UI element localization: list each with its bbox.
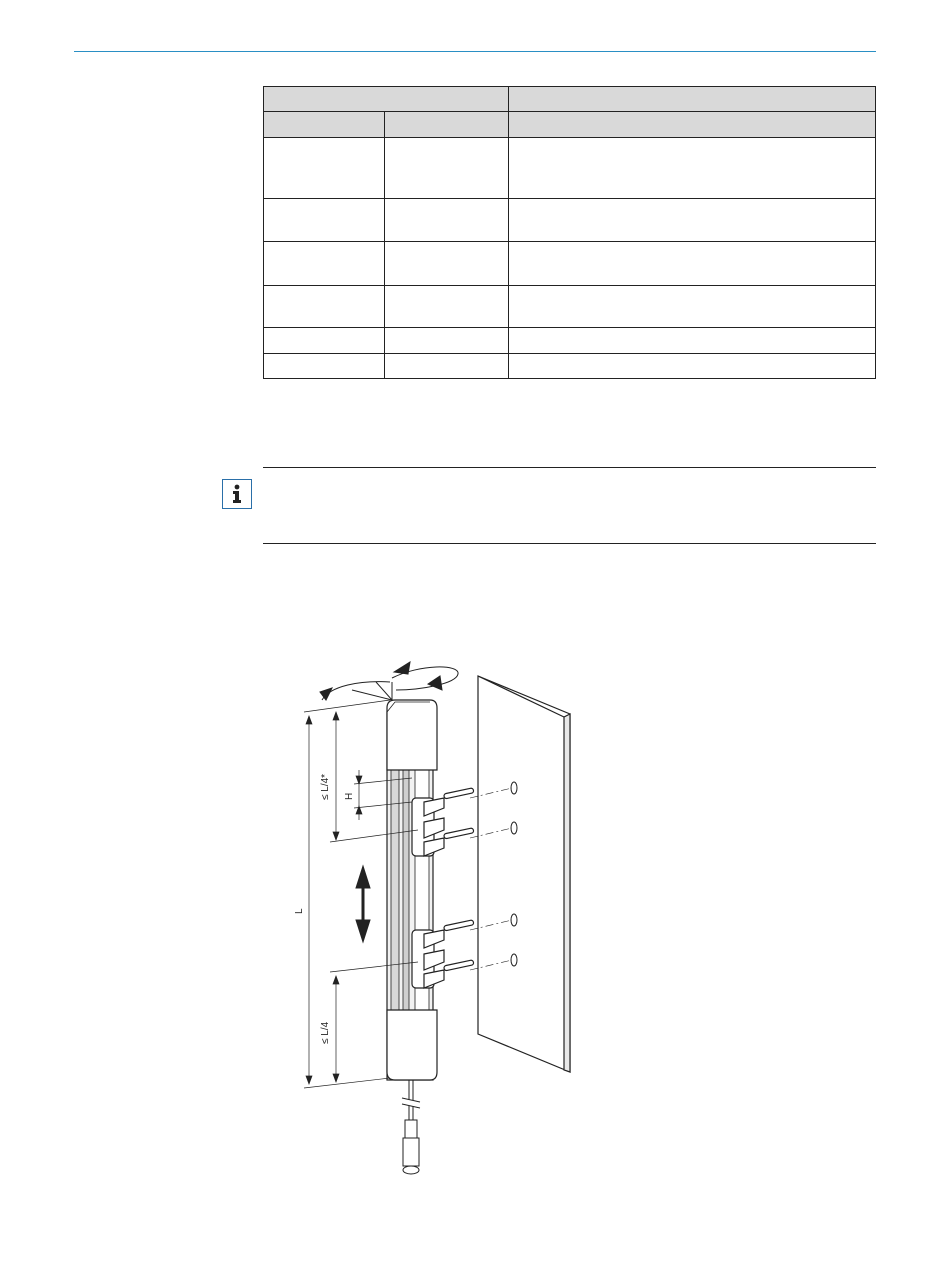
- mounting-bracket-bottom: [412, 920, 474, 988]
- dim-label-l: L: [294, 908, 305, 914]
- cable-connector: [402, 1080, 420, 1174]
- sensor-housing: [387, 700, 437, 1080]
- rotation-arrows: [320, 662, 458, 700]
- adjust-arrow: [356, 866, 370, 942]
- dim-label-bottom-quarter: ≤ L/4: [320, 1021, 331, 1044]
- mounting-bracket-top: [412, 788, 474, 856]
- dim-label-h: H: [344, 792, 355, 800]
- dim-label-top-quarter: ≤ L/4*: [320, 773, 331, 800]
- mounting-plate: [478, 676, 570, 1072]
